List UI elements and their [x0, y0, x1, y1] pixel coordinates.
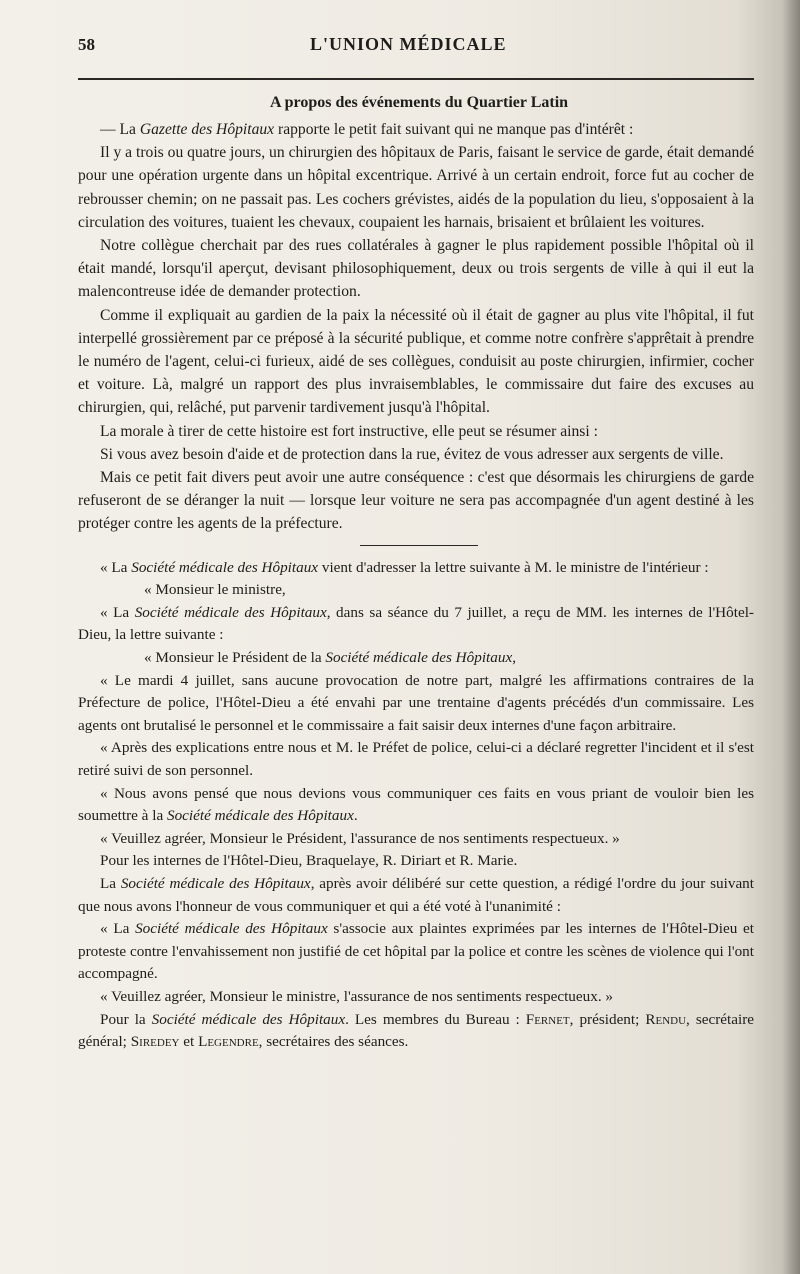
source-name: Gazette des Hôpitaux: [139, 121, 275, 138]
intro-paragraph: — La Gazette des Hôpitaux rapporte le petit fait suivant qui ne manque pas d'intérêt :: [100, 121, 634, 138]
letter-paragraph: La Société médicale des Hôpitaux, après avoir délibéré sur cette question, a rédigé l'ordre du jour suivant que nous avons l'honneur de vous communiquer et qui a été voté à l'unanimité :: [78, 874, 754, 915]
page-header: [78, 34, 760, 64]
paragraph: Comme il expliquait au gardien de la paix la nécessité où il était de gagner au plus vite l'hôpital, il fut interpellé grossièrement par ce préposé à la sécurité publique, et comme notre confrère s'apprêtait à prendre le numéro de l'agent, celui-ci furieux, aidé de ses collègues, conduisit au poste chirurgien, infirmier, cocher et voiture. Là, malgré un rapport des plus invraisemblables, le commissaire dut faire des excuses au chirurgien, qui, relâché, put parvenir tardivement jusqu'à l'hôpital.: [78, 306, 754, 417]
page-number: 58: [78, 35, 95, 54]
paragraph: Il y a trois ou quatre jours, un chirurgien des hôpitaux de Paris, faisant le service de garde, était demandé pour une opération urgente dans un hôpital excentrique. Arrivé à un certain endroit, force fut au cocher de rebrousser chemin; on ne passait pas. Les cochers grévistes, aidés de la population du lieu, s'opposaient à la circulation des voitures, tuaient les chevaux, coupaient les harnais, brisaient et brûlaient les voitures.: [78, 144, 754, 231]
running-title: L'UNION MÉDICALE: [310, 34, 507, 54]
section-separator: [360, 545, 478, 546]
paragraph: La morale à tirer de cette histoire est fort instructive, elle peut se résumer ainsi :: [100, 422, 598, 440]
bureau-signatures: Pour la Société médicale des Hôpitaux. Les membres du Bureau : Fernet, président; Rendu, secrétaire général; Siredey et Legendre, secrétaires des séances.: [78, 1010, 754, 1051]
header-rule: [78, 78, 754, 80]
letter-salutation: « Monsieur le ministre,: [144, 581, 286, 599]
article-body: [78, 118, 754, 536]
letter-section: [78, 557, 754, 1054]
letter-paragraph: « La Société médicale des Hôpitaux, dans sa séance du 7 juillet, a reçu de MM. les internes de l'Hôtel-Dieu, la lettre suivante :: [78, 603, 754, 644]
resolution-paragraph: « La Société médicale des Hôpitaux s'associe aux plaintes exprimées par les internes de l'Hôtel-Dieu et proteste contre l'envahissement non justifié de cet hôpital par la police et contre les scènes de violence qui l'ont accompagné.: [78, 920, 754, 983]
letter-closing: « Veuillez agréer, Monsieur le Président, l'assurance de nos sentiments respectueux. »: [100, 829, 620, 847]
page-edge-shadow: [782, 0, 800, 1274]
letter-paragraph: « Après des explications entre nous et M. le Préfet de police, celui-ci a déclaré regretter l'incident et il s'est retiré suivi de son personnel.: [78, 739, 754, 779]
paragraph: Mais ce petit fait divers peut avoir une autre conséquence : c'est que désormais les chirurgiens de garde refuseront de se déranger la nuit — lorsque leur voiture ne sera pas accompagnée d'un agent destiné à les protéger contre les agents de la préfecture.: [78, 469, 754, 533]
letter-salutation: « Monsieur le Président de la Société médicale des Hôpitaux,: [144, 649, 516, 667]
letter-paragraph: « Nous avons pensé que nous devions vous communiquer ces faits en vous priant de vouloir bien les soumettre à la Société médicale des Hôpitaux.: [78, 784, 754, 825]
paragraph: Si vous avez besoin d'aide et de protection dans la rue, évitez de vous adresser aux sergents de ville.: [100, 445, 724, 463]
letter-paragraph: « Le mardi 4 juillet, sans aucune provocation de notre part, malgré les affirmations contraires de la Préfecture de police, l'Hôtel-Dieu a été envahi par une trentaine d'agents précédés d'un commissaire. Les agents ont brutalisé le personnel et le commissaire a fait saisir deux internes d'une façon arbitraire.: [78, 671, 754, 734]
letter-paragraph: « La Société médicale des Hôpitaux vient d'adresser la lettre suivante à M. le ministre de l'intérieur :: [100, 558, 709, 576]
article-title: A propos des événements du Quartier Latin: [269, 94, 569, 111]
paragraph: Notre collègue cherchait par des rues collatérales à gagner le plus rapidement possible l'hôpital où il était mandé, lorsqu'il aperçut, devisant philosophiquement, deux ou trois sergents de ville à qui il eut la malencontreuse idée de demander protection.: [78, 237, 754, 301]
letter-signature: Pour les internes de l'Hôtel-Dieu, Braquelaye, R. Diriart et R. Marie.: [100, 852, 518, 870]
letter-closing: « Veuillez agréer, Monsieur le ministre, l'assurance de nos sentiments respectueux. »: [100, 987, 614, 1005]
